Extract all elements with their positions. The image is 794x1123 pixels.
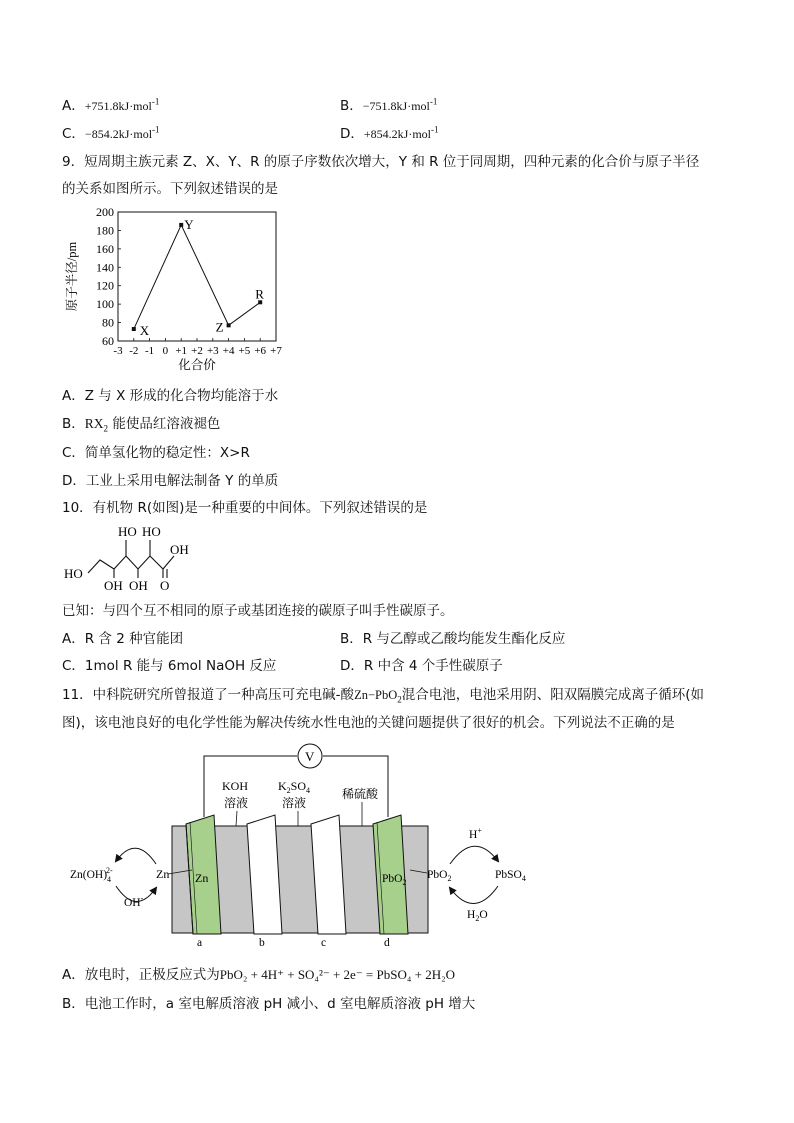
- zn-outer-label: Zn: [156, 867, 170, 881]
- formula-subscript: 2: [397, 694, 402, 705]
- stem-text: 11．中科院研究所曾报道了一种高压可充电碱-酸: [62, 687, 355, 703]
- q10-option-c: C．1mol R 能与 6mol NaOH 反应: [62, 658, 277, 674]
- x-tick-label: +3: [206, 345, 219, 357]
- x-tick-label: +7: [270, 345, 282, 357]
- pbo2-outer-label: PbO$_2$: [427, 869, 452, 883]
- k2so4-label: $K_2SO_4$: [278, 779, 311, 795]
- data-point: [179, 223, 183, 227]
- koh-label-2: 溶液: [224, 796, 249, 810]
- y-tick-label: 120: [96, 278, 114, 293]
- option-value: −854.2kJ·mol: [84, 127, 153, 141]
- q10-option-b: B．R 与乙醇或乙酸均能发生酯化反应: [340, 631, 566, 647]
- formula: Zn−PbO: [354, 688, 398, 702]
- y-tick-label: 80: [102, 315, 114, 330]
- pbo2-electrode-label: PbO$_2$: [382, 873, 407, 887]
- q8-option-b: [340, 97, 437, 115]
- plot-frame: [118, 212, 276, 341]
- stem-text: 混合电池，电池采用阴、阳双隔膜完成离子循环(如: [401, 687, 705, 703]
- option-exponent: -1: [429, 96, 438, 107]
- bond: [163, 556, 174, 569]
- pbso4-label: PbSO$_4$: [495, 869, 526, 883]
- y-tick-label: 160: [96, 241, 114, 256]
- compartment-label-d: d: [384, 937, 390, 949]
- q9-option-c: C．简单氢化物的稳定性：X>R: [62, 445, 250, 461]
- q9-option-b: [62, 415, 220, 433]
- option-text: A．放电时，正极反应式为: [62, 967, 220, 983]
- x-tick-label: +5: [238, 345, 251, 357]
- option-value: +854.2kJ·mol: [363, 127, 432, 141]
- option-value: −751.8kJ·mol: [362, 99, 430, 113]
- label-ho: HO: [118, 524, 137, 539]
- formula: RX: [84, 416, 104, 431]
- y-axis-label: 原子半径/pm: [65, 241, 79, 312]
- zn-electrode-label: Zn: [195, 871, 209, 885]
- option-letter: C．: [62, 126, 85, 142]
- q11-option-b: B．电池工作时，a 室电解质溶液 pH 减小、d 室电解质溶液 pH 增大: [62, 996, 476, 1012]
- option-exponent: -1: [151, 96, 160, 107]
- y-tick-label: 100: [96, 297, 114, 312]
- label-o: O: [160, 578, 170, 593]
- point-label: R: [255, 286, 264, 302]
- q11-stem-line2: 图)，该电池良好的电化学性能为解决传统水性电池的关键问题提供了很好的机会。下列说法不正确的是: [62, 715, 675, 731]
- series-line: [134, 225, 260, 329]
- x-tick-label: +4: [222, 345, 235, 357]
- point-label: Z: [215, 319, 224, 335]
- option-letter: A．: [62, 98, 85, 114]
- q9-stem-line1: 9．短周期主族元素 Z、X、Y、R 的原子序数依次增大，Y 和 R 位于同周期，四种元素的化合价与原子半径: [62, 154, 700, 170]
- compartment-label-c: c: [321, 937, 327, 949]
- label-oh: OH: [170, 542, 189, 557]
- q8-option-d: [340, 125, 439, 143]
- q8-option-c: [62, 125, 160, 143]
- acid-label: 稀硫酸: [342, 787, 379, 801]
- label-oh: OH: [104, 578, 123, 593]
- k2so4-label-2: 溶液: [282, 796, 307, 810]
- koh-label: KOH: [222, 779, 248, 793]
- q10-stem: 10．有机物 R(如图)是一种重要的中间体。下列叙述错误的是: [62, 500, 428, 516]
- point-label: Y: [184, 216, 194, 232]
- point-label: X: [139, 323, 150, 339]
- label-ho: HO: [142, 524, 161, 539]
- q10-structure: [60, 522, 210, 594]
- q10-option-d: D．R 中含 4 个手性碳原子: [340, 658, 503, 674]
- x-tick-label: +6: [254, 345, 267, 357]
- q10-option-a: A．R 含 2 种官能团: [62, 631, 184, 647]
- option-text: 能使品红溶液褪色: [108, 416, 221, 432]
- q9-option-d: D．工业上采用电解法制备 Y 的单质: [62, 473, 279, 489]
- label-oh: OH: [129, 578, 148, 593]
- data-point: [227, 323, 231, 327]
- q11-battery-diagram: [64, 740, 544, 952]
- y-tick-label: 60: [102, 334, 114, 348]
- option-letter: B．: [340, 98, 363, 114]
- q11-option-a: [62, 966, 455, 984]
- label-ho: HO: [64, 566, 83, 581]
- x-axis-label: 化合价: [178, 358, 216, 372]
- y-tick-label: 200: [96, 205, 114, 219]
- h2o-label: $H_2O$: [467, 909, 488, 923]
- carbon-chain: [88, 556, 163, 573]
- option-exponent: -1: [152, 124, 160, 135]
- x-tick-label: -1: [145, 345, 155, 357]
- x-tick-label: +1: [175, 345, 188, 357]
- option-letter: B．: [62, 416, 85, 432]
- q9-option-a: A．Z 与 X 形成的化合物均能溶于水: [62, 388, 279, 404]
- y-tick-label: 140: [96, 260, 114, 275]
- x-tick-label: 0: [162, 345, 169, 357]
- compartment-label-b: b: [259, 937, 265, 949]
- q9-stem-line2: 的关系如图所示。下列叙述错误的是: [62, 181, 278, 197]
- oh-minus-label: OH-: [124, 894, 144, 909]
- h-plus-label: H+: [469, 826, 482, 841]
- q11-stem-line1: [62, 686, 704, 704]
- option-exponent: -1: [431, 124, 439, 135]
- option-letter: D．: [340, 126, 364, 142]
- reaction-equation: PbO₂ + 4H⁺ + SO₄²⁻ + 2e⁻ = PbSO₄ + 2H₂O: [219, 967, 456, 982]
- x-tick-label: -2: [129, 345, 139, 357]
- voltmeter-label: V: [305, 749, 315, 764]
- zn-oh4-label: $Zn(OH)_42-$: [70, 866, 113, 884]
- compartment-label-a: a: [197, 937, 203, 949]
- left-cycle-arrow-top: [116, 848, 156, 864]
- q8-option-a: [62, 97, 159, 115]
- data-point: [132, 327, 136, 331]
- right-cycle-arrow-top: [450, 846, 498, 864]
- q9-chart: [58, 204, 288, 376]
- x-tick-label: +2: [191, 345, 203, 357]
- y-tick-label: 180: [96, 223, 114, 238]
- q10-note: 已知：与四个互不相同的原子或基团连接的碳原子叫手性碳原子。: [62, 603, 454, 619]
- formula-subscript: 2: [103, 423, 109, 434]
- option-value: +751.8kJ·mol: [84, 99, 152, 113]
- x-tick-label: -3: [113, 345, 123, 357]
- right-cycle-arrow-bottom: [450, 886, 498, 904]
